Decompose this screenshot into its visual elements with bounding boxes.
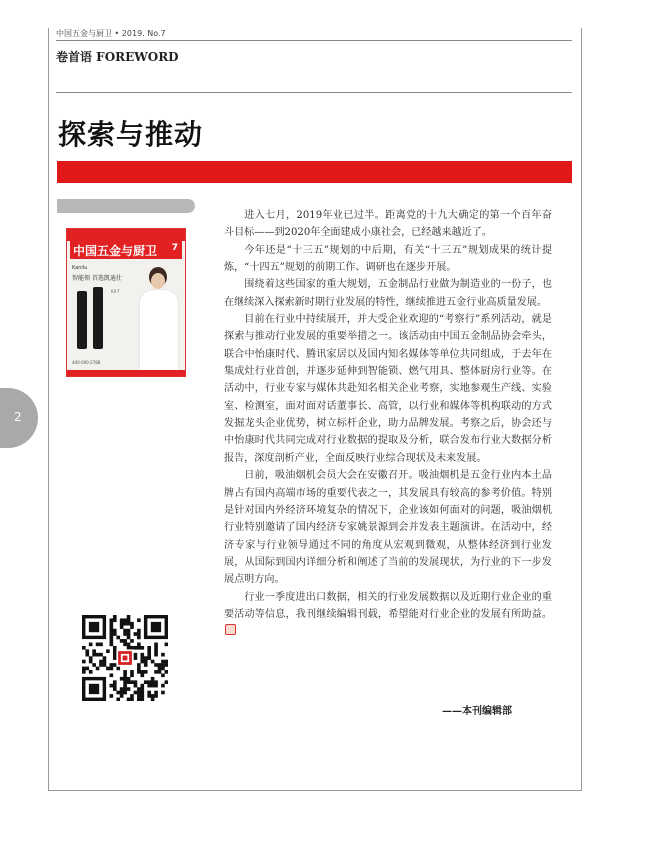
logo-end-mark-icon [225,624,236,635]
magazine-cover-image [66,228,186,377]
cover-slogan: 智能领 首选凯迪仕 [72,275,122,282]
cover-title: 中国五金与厨卫 [73,244,158,258]
cover-model-tag: KX-T [111,289,120,294]
cover-hotline: 400-000-2788 [72,360,101,365]
cover-issue-number: 7 [171,243,178,253]
range-hood-image [93,287,103,349]
paragraph-text: 行业一季度进出口数据，相关的行业发展数据以及近期行业企业的重要活动等信息，我刊继续编辑刊载，希望能对行业企业的发展有所助益。 [224,591,552,620]
page-number-tab [0,388,38,448]
gray-decorative-bar [57,199,195,213]
page-title: 探索与推动 [58,118,204,151]
article-body [224,207,552,641]
paragraph: 进入七月，2019年业已过半。距离党的十九大确定的第一个百年奋斗目标——到2020年全面建成小康社会，已经越来越近了。 [224,210,552,239]
header-rule-top [56,40,572,41]
last-paragraph [224,589,552,641]
paragraph: 围绕着这些国家的重大规划，五金制品行业做为制造业的一份子，也在继续深入探索新时期行业发展的特性，继续推进五金行业高质量发展。 [224,279,552,308]
range-hood-image [77,291,87,349]
qr-code-graphic [82,615,168,701]
paragraph: 日前，吸油烟机会员大会在安徽召开。吸油烟机是五金行业内本土品牌占有国内高端市场的重要代表之一，其发展具有较高的参考价值。特别是针对国内外经济环境复杂的情况下，企业该如何面对的问题，吸油烟机行业特别邀请了国内经济专家姚景源到会并发表主题演讲。在活动中，经济专家与行业领导通过不同的角度从宏观到微观，从整体经济到行业发展，从国际到国内详细分析和阐述了当前的发展现状，为行业的下一步发展点明方向。 [224,470,552,586]
signature: ——本刊编辑部 [442,706,512,717]
cover-bottom-band [67,370,185,376]
cover-top-band [67,229,185,241]
cover-model-head [151,273,165,289]
page-number: 2 [14,410,22,424]
paragraph: 目前在行业中持续展开，并大受企业欢迎的“考察行”系列活动，就是探索与推动行业发展的重要举措之一。该活动由中国五金制品协会牵头，联合中怡康时代、腾讯家居以及国内知名媒体等单位共同组成，于去年在集成灶行业首创，并逐步延伸到智能锁、燃气用具、整体厨房行业等。在活动中，行业专家与媒体共赴知名相关企业考察，实地参观生产线、实验室、检测室，面对面对话董事长、高管，以行业和媒体等机构联动的方式发掘龙头企业优势，树立标杆企业，助力品牌发展。考察之后，协会还与中怡康时代共同完成对行业数据的提取及分析，联合发布行业大数据分析报告，深度剖析产业，全面反映行业综合现状及未来发展。 [224,314,552,464]
paragraph: 今年还是“十三五”规划的中后期，有关“十三五”规划成果的统计提炼，“十四五”规划的前期工作、调研也在逐步开展。 [224,244,552,274]
section-label: 卷首语 FOREWORD [56,50,179,64]
title-red-bar [57,161,572,183]
cover-model-figure [139,289,179,377]
header-rule-bottom [56,92,572,93]
cover-brand: Kanilu [72,265,88,271]
issue-line: 中国五金与厨卫 • 2019. No.7 [56,29,166,38]
qr-code-icon [82,615,168,701]
cover-masthead [70,241,182,259]
